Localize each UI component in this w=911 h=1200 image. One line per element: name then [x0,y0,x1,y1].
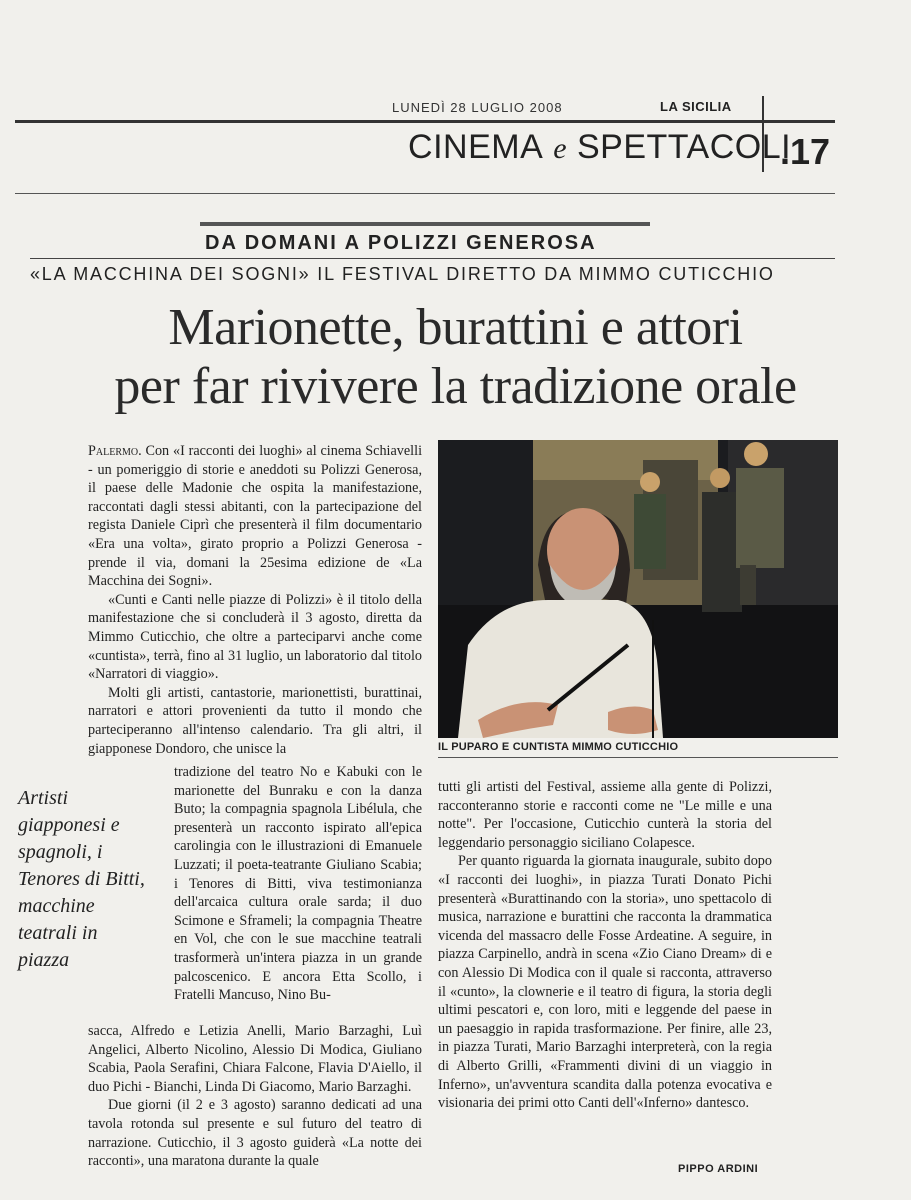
headline-line-1: Marionette, burattini e attori [168,299,743,356]
kicker-bar [200,222,650,226]
paragraph-5: tutti gli artisti del Festival, assieme alla gente di Polizzi, racconteranno storie e racconti come ne "Le mille e una notte". Per l'occasione, Cuticchio cunterà la storia del leggendario personaggio siciliano Colapesce. [438,779,772,851]
column-right [438,778,772,1113]
headline-line-2: per far rivivere la tradizione orale [114,358,797,415]
page-number: .17 [780,131,831,172]
paragraph-3c: sacca, Alfredo e Letizia Anelli, Mario Barzaghi, Luì Angelici, Alberto Nicolino, Alessio Di Modica, Giuliano Scabia, Paola Serafini, Chiara Falcone, Flavia D'Aiello, il duo Pichi - Bianchi, Linda Di Giacomo, Mario Barzaghi. [88,1023,422,1095]
paragraph-2: «Cunti e Canti nelle piazze di Polizzi» è il titolo della manifestazione che si concluderà il 3 agosto, diretta da Mimmo Cuticchio, che oltre a parteciparvi anche come «cuntista», terrà, fino al 31 luglio, un laboratorio dal titolo «Narratori di viaggio». [88,591,422,683]
paragraph-4: Due giorni (il 2 e 3 agosto) saranno dedicati ad una tavola rotonda sul presente e sul futuro del teatro di narrazione. Cuticchio, il 3 agosto guiderà «La notte dei racconti», una maratona durante la quale [88,1097,422,1170]
article-photo [438,440,838,738]
issue-date: LUNEDÌ 28 LUGLIO 2008 [392,100,563,115]
masthead-top-rule [15,120,835,123]
column-left-upper [88,442,422,758]
kicker: DA DOMANI A POLIZZI GENEROSA [205,232,597,254]
paragraph-6: Per quanto riguarda la giornata inaugurale, subito dopo «I racconti dei luoghi», in piazza Turati Donato Pichi presenterà «Burattinando con la storia», uno spettacolo di musica, narrazione e burattini che racconta la drammatica vicenda del massacro delle Fosse Ardeatine. A seguire, in piazza Carpinello, andrà in scena «Zio Ciano Dream» di e con Alessio Di Modica con il quale si racconta, attraverso il «cunto», la clownerie e il teatro di figura, la storia degli ultimi pescatori e, con loro, miti e leggende del paese in un paesaggio in rapida trasformazione. Per finire, alle 23, in piazza Turati, Mario Barzaghi interpreterà, con la regia di Alberto Grilli, «Frammenti divini di un viaggio in Inferno», un'avventura scandita dalla potenza evocativa e visionaria dei primi otto Canti dell'«Inferno» dantesco. [438,853,772,1112]
dateline: Palermo. [88,443,142,459]
column-left-lower [88,1022,422,1171]
caption-rule [438,757,838,758]
byline: PIPPO ARDINI [678,1163,759,1175]
paragraph-3b: tradizione del teatro No e Kabuki con le marionette del Bunraku e con la danza Buto; la compagnia spagnola Libélula, che presenterà un racconto ispirato all'epica carolingia con le illustrazioni di Emanuele Luzzati; il poeta-teatrante Giuliano Scabia; i Tenores di Bitti, viva testimonianza dell'arcaica cultura orale sarda; il duo Scimone e Sframeli; la compagnia Theatre en Vol, che con le sue macchine teatrali trasformerà un'intera piazza in un grande palcoscenico. E ancora Etta Scollo, i Fratelli Mancuso, Nino Bu- [174,764,422,1004]
paragraph-3a: Molti gli artisti, cantastorie, marionettisti, burattinai, narratori e attori provenienti da tutto il mondo che parteciperanno all'intenso calendario. Tra gli altri, il giapponese Dondoro, che unisce la [88,684,422,757]
newspaper-name: LA SICILIA [660,99,732,114]
pull-quote: Artisti giapponesi e spagnoli, i Tenores di Bitti, macchine teatrali in piazza [18,787,145,971]
section-bottom-rule [15,193,835,194]
section-title: CINEMA e SPETTACOLI [408,128,792,166]
subhead: «LA MACCHINA DEI SOGNI» IL FESTIVAL DIRETTO DA MIMMO CUTICCHIO [30,264,775,284]
photo-caption: IL PUPARO E CUNTISTA MIMMO CUTICCHIO [438,741,679,753]
column-left-narrow [174,763,422,1005]
subhead-rule [30,258,835,259]
paragraph-1: Palermo. Con «I racconti dei luoghi» al cinema Schiavelli - un pomeriggio di storie e aneddoti su Polizzi Generosa, il paese delle Madonie che ospita la manifestazione, raccontati dagli stessi abitanti, con la partecipazione del regista Daniele Ciprì che presenterà il film documentario «Era una volta», girato proprio a Polizzi Generosa - prende il via, domani la 25esima edizione de «La Macchina dei Sogni». [88,443,423,590]
puppeteer-photo-illustration [438,440,838,738]
